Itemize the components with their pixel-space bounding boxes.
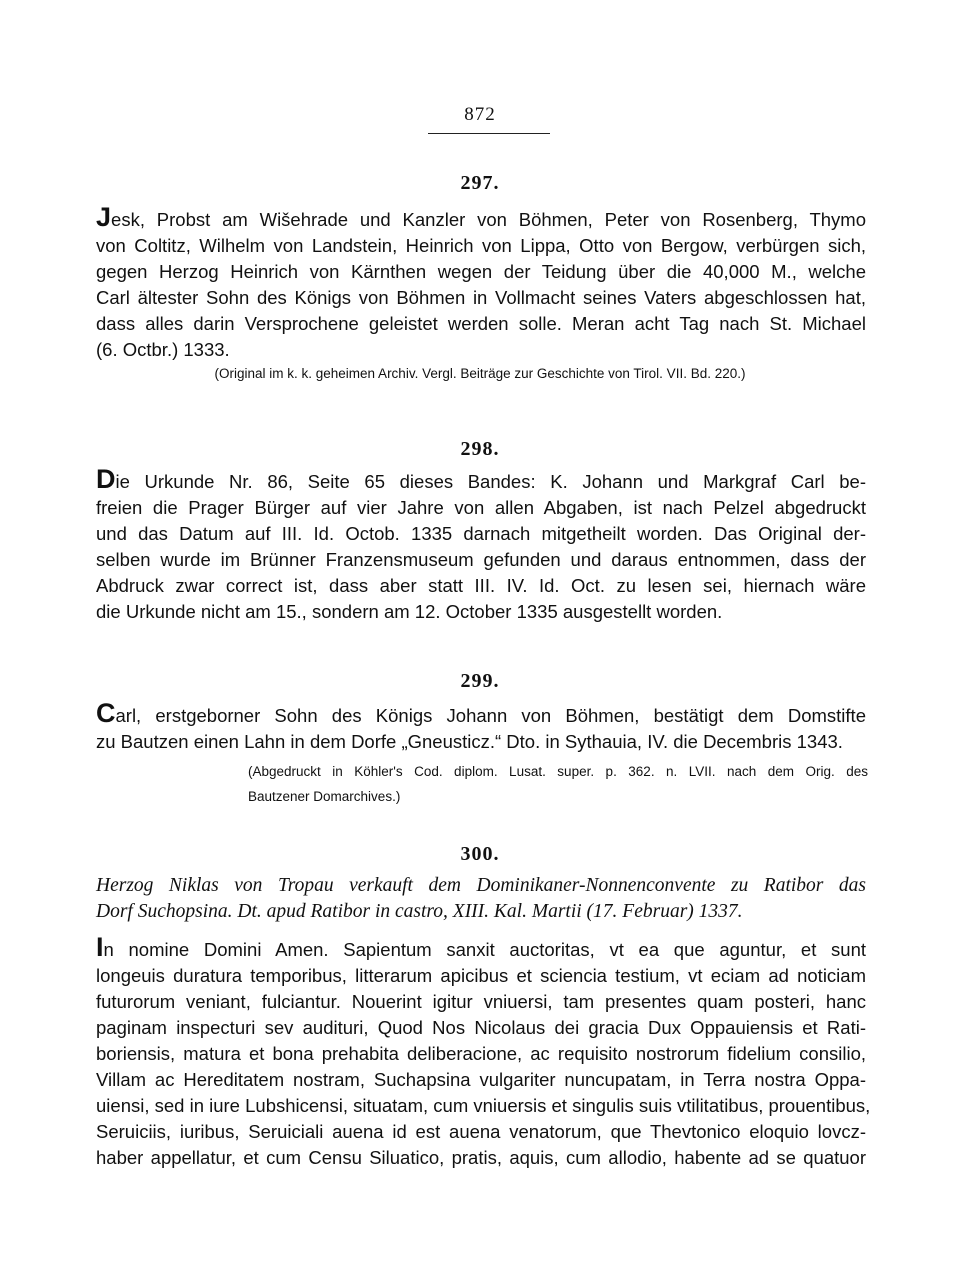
initial-letter: C xyxy=(96,698,116,728)
document-text xyxy=(96,698,866,755)
text-line: Seruiciis, iuribus, Seruiciali auena id est auena venatorum, que Thevtonico eloquio lovcz- xyxy=(96,1121,866,1142)
document-text xyxy=(96,202,866,363)
initial-letter: I xyxy=(96,932,104,962)
text-line: zu Bautzen einen Lahn in dem Dorfe „Gneusticz.“ Dto. in Sythauia, IV. die Decembris 1343. xyxy=(96,731,843,752)
note-line: Bautzener Domarchives.) xyxy=(248,789,401,804)
document-number: 299. xyxy=(460,670,500,692)
document-number: 300. xyxy=(460,843,500,865)
text-line: von Coltitz, Wilhelm von Landstein, Heinrich von Lippa, Otto von Bergow, verbürgen sich, xyxy=(96,235,866,256)
text-line: Die Urkunde Nr. 86, Seite 65 dieses Bandes: K. Johann und Markgraf Carl be- xyxy=(96,464,866,494)
text-line: freien die Prager Bürger auf vier Jahre von allen Abgaben, ist nach Pelzel abgedruckt xyxy=(96,497,866,518)
document-summary xyxy=(96,873,866,925)
header-rule xyxy=(428,133,550,134)
text-line: Carl, erstgeborner Sohn des Königs Johann von Böhmen, bestätigt dem Domstifte xyxy=(96,698,866,728)
text-line: boriensis, matura et bona prehabita deliberacione, ac requisito nostrorum fidelium consilio, xyxy=(96,1043,866,1064)
text-line: Villam ac Hereditatem nostram, Suchapsina vulgariter nuncupatam, in Terra nostra Oppa- xyxy=(96,1069,866,1090)
text-line: haber appellatur, et cum Censu Siluatico, pratis, aquis, cum allodio, habente ad se quatuor xyxy=(96,1147,866,1168)
initial-letter: J xyxy=(96,202,112,232)
initial-letter: D xyxy=(96,464,116,494)
text-line: paginam inspecturi sev audituri, Quod Nos Nicolaus dei gracia Dux Oppauiensis et Rati- xyxy=(96,1017,866,1038)
text-line: selben wurde im Brünner Franzensmuseum gefunden und daraus entnommen, dass der xyxy=(96,549,866,570)
summary-line: Dorf Suchopsina. Dt. apud Ratibor in castro, XIII. Kal. Martii (17. Februar) 1337. xyxy=(96,901,743,922)
text-line: In nomine Domini Amen. Sapientum sanxit auctoritas, vt ea que aguntur, et sunt xyxy=(96,932,866,962)
text-line: Carl ältester Sohn des Königs von Böhmen in Vollmacht seines Vaters abgeschlossen hat, xyxy=(96,287,866,308)
note-line: (Abgedruckt in Köhler's Cod. diplom. Lusat. super. p. 362. n. LVII. nach dem Orig. des xyxy=(248,764,868,779)
document-text xyxy=(96,932,871,1171)
text-line: longeuis duratura temporibus, litterarum apicibus et sciencia testium, vt eciam ad noticiam xyxy=(96,965,866,986)
text-line: Jesk, Probst am Wišehrade und Kanzler von Böhmen, Peter von Rosenberg, Thymo xyxy=(96,202,866,232)
text-line: (6. Octbr.) 1333. xyxy=(96,339,230,360)
text-line: dass alles darin Versprochene geleistet werden solle. Meran acht Tag nach St. Michael xyxy=(96,313,866,334)
source-note xyxy=(248,759,868,809)
text-line: uiensi, sed in iure Lubshicensi, situatam, cum vniuersis et singulis suis vtilitatibus, prouentibus, xyxy=(96,1095,871,1116)
source-note: (Original im k. k. geheimen Archiv. Vergl. Beiträge zur Geschichte von Tirol. VII. Bd. 220.) xyxy=(214,366,746,381)
text-line: gegen Herzog Heinrich von Kärnthen wegen der Teidung über die 40,000 M., welche xyxy=(96,261,866,282)
text-line: und das Datum auf III. Id. Octob. 1335 darnach mitgetheilt worden. Das Original der- xyxy=(96,523,866,544)
text-line: Abdruck zwar correct ist, dass aber statt III. IV. Id. Oct. zu lesen sei, hiernach wäre xyxy=(96,575,866,596)
summary-line: Herzog Niklas von Tropau verkauft dem Dominikaner-Nonnenconvente zu Ratibor das xyxy=(96,875,866,896)
document-number: 298. xyxy=(460,438,500,460)
text-line: futurorum veniant, fulciantur. Nouerint igitur vniuersi, tam presentes quam posteri, hanc xyxy=(96,991,866,1012)
page-number: 872 xyxy=(464,104,496,125)
document-text xyxy=(96,464,866,625)
text-line: die Urkunde nicht am 15., sondern am 12. October 1335 ausgestellt worden. xyxy=(96,601,723,622)
document-number: 297. xyxy=(460,172,500,194)
